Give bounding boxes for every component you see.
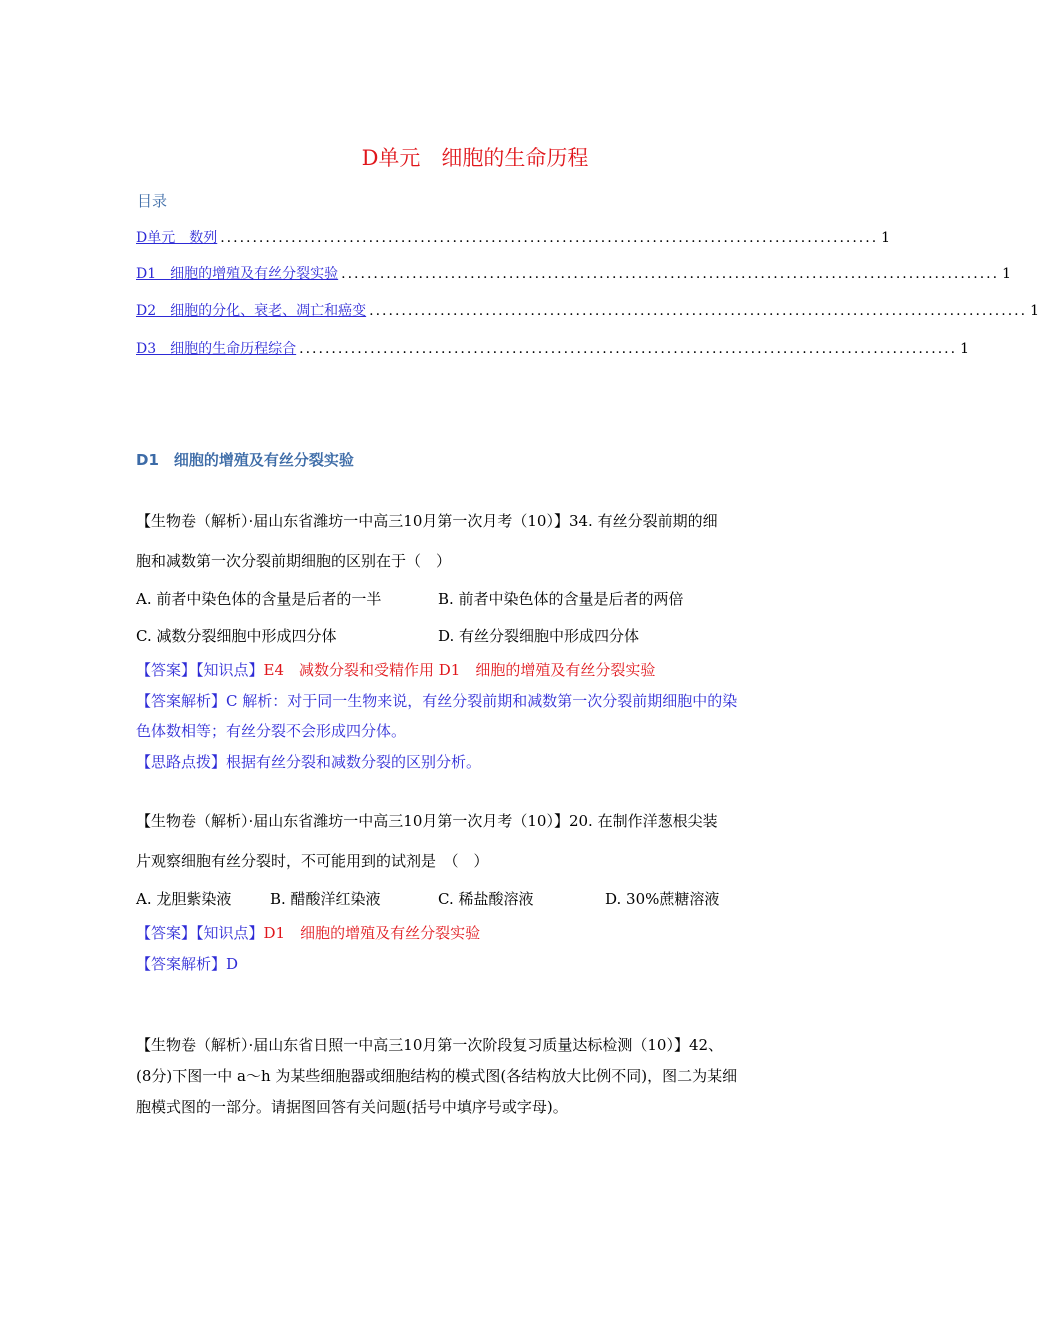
explanation-text: D	[226, 955, 239, 973]
toc-leader: ......................................................................................................	[220, 230, 879, 246]
toc-item[interactable]	[136, 300, 1039, 320]
q2-option-a: A. 龙胆紫染液	[136, 890, 232, 908]
section-heading: D1 细胞的增殖及有丝分裂实验	[136, 451, 354, 469]
q3-stem-line2: (8分)下图一中 a～h 为某些细胞器或细胞结构的模式图(各结构放大比例不同)，图二为某细	[136, 1067, 738, 1085]
q2-explanation-line	[136, 953, 238, 974]
hint-text: 根据有丝分裂和减数分裂的区别分析。	[226, 753, 482, 771]
page-title: D单元 细胞的生命历程	[361, 146, 589, 170]
toc-item[interactable]	[136, 263, 1011, 283]
hint-label: 【思路点拨】	[136, 753, 227, 771]
explanation-label: 【答案解析】	[136, 692, 227, 710]
q1-option-c: C. 减数分裂细胞中形成四分体	[136, 627, 337, 645]
toc-item[interactable]	[136, 338, 969, 358]
q2-option-d: D. 30%蔗糖溶液	[605, 890, 720, 908]
q1-hint-line	[136, 751, 481, 772]
toc-item-label[interactable]: D单元 数列	[136, 230, 218, 246]
q2-option-c: C. 稀盐酸溶液	[438, 890, 534, 908]
q1-option-b: B. 前者中染色体的含量是后者的两倍	[438, 590, 684, 608]
q1-option-a: A. 前者中染色体的含量是后者的一半	[136, 590, 382, 608]
toc-page-number: 1	[960, 341, 969, 357]
toc-item-label[interactable]: D2 细胞的分化、衰老、凋亡和癌变	[136, 303, 367, 319]
toc-leader: ......................................................................................................	[299, 341, 958, 357]
q1-option-d: D. 有丝分裂细胞中形成四分体	[438, 627, 640, 645]
q1-stem-line1: 【生物卷（解析）·届山东省潍坊一中高三10月第一次月考（10）】34. 有丝分裂前期的细	[136, 512, 718, 530]
toc-item-label[interactable]: D1 细胞的增殖及有丝分裂实验	[136, 266, 339, 282]
q2-option-b: B. 醋酸洋红染液	[270, 890, 381, 908]
toc-heading: 目录	[137, 192, 168, 210]
toc-item[interactable]	[136, 227, 891, 247]
toc-leader: ......................................................................................................	[341, 266, 1000, 282]
q1-stem-line2: 胞和减数第一次分裂前期细胞的区别在于（ ）	[136, 552, 452, 570]
q3-stem-line3: 胞模式图的一部分。请据图回答有关问题(括号中填序号或字母)。	[136, 1098, 568, 1116]
q1-explanation-line1	[136, 690, 737, 711]
q2-stem-line2: 片观察细胞有丝分裂时，不可能用到的试剂是 （ ）	[136, 852, 489, 870]
q1-explanation-line2: 色体数相等；有丝分裂不会形成四分体。	[136, 722, 407, 740]
toc-page-number: 1	[1030, 303, 1039, 319]
answer-label: 【答案】【知识点】	[136, 924, 264, 942]
q2-stem-line1: 【生物卷（解析）·届山东省潍坊一中高三10月第一次月考（10）】20. 在制作洋葱根尖装	[136, 812, 718, 830]
explanation-text: C 解析：对于同一生物来说，有丝分裂前期和减数第一次分裂前期细胞中的染	[226, 692, 738, 710]
q3-stem-line1: 【生物卷（解析）·届山东省日照一中高三10月第一次阶段复习质量达标检测（10）】42、	[136, 1036, 724, 1054]
q2-answer-line	[136, 922, 480, 943]
answer-label: 【答案】【知识点】	[136, 661, 264, 679]
toc-page-number: 1	[1002, 266, 1011, 282]
knowledge-point: D1 细胞的增殖及有丝分裂实验	[263, 924, 481, 942]
toc-leader: ......................................................................................................	[369, 303, 1028, 319]
toc-page-number: 1	[881, 230, 891, 246]
explanation-label: 【答案解析】	[136, 955, 227, 973]
toc-item-label[interactable]: D3 细胞的生命历程综合	[136, 341, 297, 357]
q1-answer-line	[136, 659, 655, 680]
knowledge-point: E4 减数分裂和受精作用 D1 细胞的增殖及有丝分裂实验	[263, 661, 656, 679]
